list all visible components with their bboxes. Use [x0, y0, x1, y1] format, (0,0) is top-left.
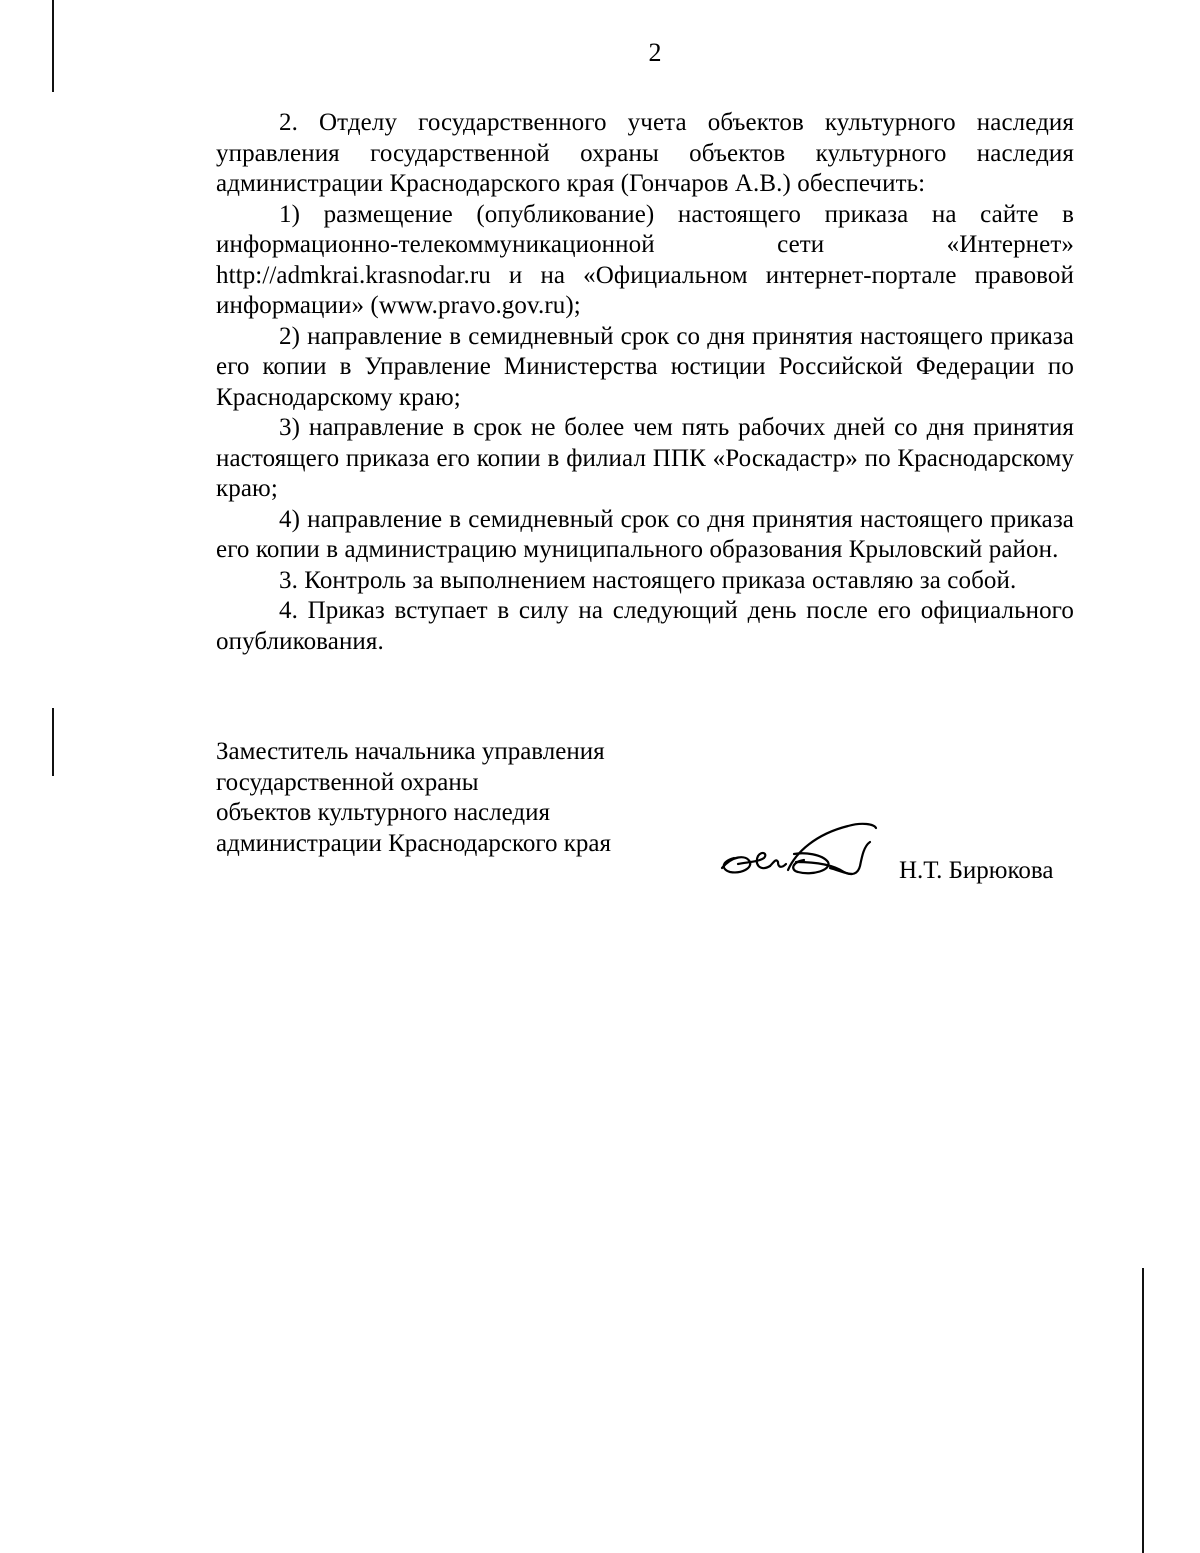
- paragraph-subitem-3: 3) направление в срок не более чем пять рабочих дней со дня принятия настоящего приказа его копии в филиал ППК «Роскадастр» по Краснодарскому краю;: [216, 414, 1074, 502]
- position-line: объектов культурного наследия: [216, 799, 550, 826]
- paragraph-subitem-1: 1) размещение (опубликование) настоящего приказа на сайте в информационно-телекоммуникационной сети «Интернет» http://admkrai.krasnodar.ru и на «Официальном интернет-портале правовой информации» (www.pravo.gov.ru);: [216, 200, 1074, 319]
- signatory-name: Н.Т. Бирюкова: [899, 857, 1054, 884]
- scan-edge-line: [52, 708, 54, 776]
- position-line: администрации Краснодарского края: [216, 829, 612, 857]
- paragraph-item-4: 4. Приказ вступает в силу на следующий день после его официального опубликования.: [216, 597, 1074, 655]
- paragraph-subitem-2: 2) направление в семидневный срок со дня принятия настоящего приказа его копии в Управление Министерства юстиции Российской Федерации по Краснодарскому краю;: [216, 322, 1074, 411]
- position-line: Заместитель начальника управления: [216, 738, 605, 765]
- signatory-position: [216, 737, 676, 859]
- handwritten-signature: [712, 812, 892, 892]
- paragraph-item-2: 2. Отделу государственного учета объектов культурного наследия управления государственной охраны объектов культурного наследия администрации Краснодарского края (Гончаров А.В.) обеспечить:: [216, 109, 1074, 197]
- scan-edge-line: [1142, 1268, 1144, 1553]
- paragraph-subitem-4: 4) направление в семидневный срок со дня принятия настоящего приказа его копии в администрацию муниципального образования Крыловский район.: [216, 505, 1074, 563]
- document-body: [216, 108, 1074, 657]
- paragraph-item-3: 3. Контроль за выполнением настоящего приказа оставляю за собой.: [279, 566, 1017, 594]
- position-line: государственной охраны: [216, 768, 479, 796]
- page-number: 2: [648, 38, 662, 67]
